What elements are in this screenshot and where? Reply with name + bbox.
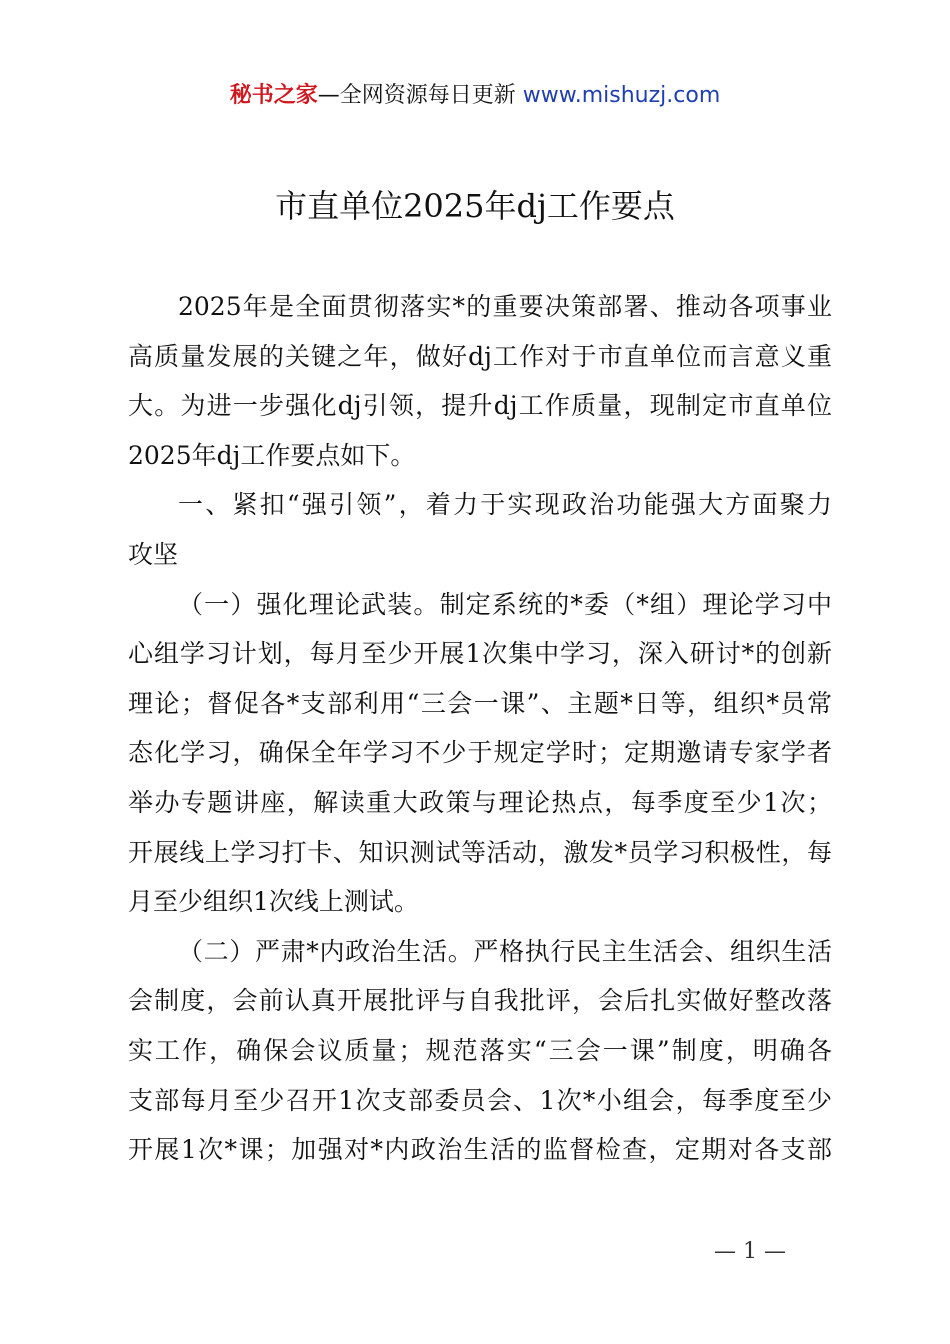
banner-website: www.mishuzj.com [522, 83, 721, 108]
text-line: 心组学习计划，每月至少开展1次集中学习，深入研讨*的创新 [128, 639, 832, 669]
text-line: 开展1次*课；加强对*内政治生活的监督检查，定期对各支部 [128, 1135, 832, 1165]
subsection-paragraph-2 [128, 927, 832, 1175]
text-line: 月至少组织1次线上测试。 [128, 887, 419, 917]
banner-tagline: —全网资源每日更新 [317, 83, 516, 108]
text-line: 大。为进一步强化dj引领，提升dj工作质量，现制定市直单位 [128, 391, 832, 421]
text-line: 会制度，会前认真开展批评与自我批评，会后扎实做好整改落 [128, 986, 832, 1016]
text-line: 高质量发展的关键之年，做好dj工作对于市直单位而言意义重 [128, 341, 832, 371]
text-line: 攻坚 [128, 539, 179, 569]
text-line: （二）严肃*内政治生活。严格执行民主生活会、组织生活 [178, 936, 832, 966]
text-line: 支部每月至少召开1次支部委员会、1次*小组会，每季度至少 [128, 1085, 832, 1115]
text-line: 2025年是全面贯彻落实*的重要决策部署、推动各项事业 [178, 292, 832, 321]
text-line: 理论；督促各*支部利用“三会一课”、主题*日等，组织*员常 [128, 688, 832, 718]
page-number: — 1 — [714, 1239, 786, 1264]
text-line: 实工作，确保会议质量；规范落实“三会一课”制度，明确各 [128, 1035, 832, 1065]
section-heading-1 [128, 480, 832, 579]
document-title: 市直单位2025年dj工作要点 [275, 187, 675, 225]
text-line: 开展线上学习打卡、知识测试等活动，激发*员学习积极性，每 [128, 837, 832, 867]
text-line: 举办专题讲座，解读重大政策与理论热点，每季度至少1次； [128, 787, 832, 817]
document-body [128, 282, 832, 1175]
intro-paragraph [128, 282, 832, 480]
site-banner [0, 80, 950, 112]
text-line: （一）强化理论武装。制定系统的*委（*组）理论学习中 [178, 589, 832, 619]
text-line: 态化学习，确保全年学习不少于规定学时；定期邀请专家学者 [128, 738, 832, 768]
text-line: 一、紧扣“强引领”，着力于实现政治功能强大方面聚力 [178, 490, 832, 520]
subsection-paragraph-1 [128, 580, 832, 927]
banner-brand: 秘书之家 [229, 83, 318, 108]
text-line: 2025年dj工作要点如下。 [128, 440, 416, 470]
